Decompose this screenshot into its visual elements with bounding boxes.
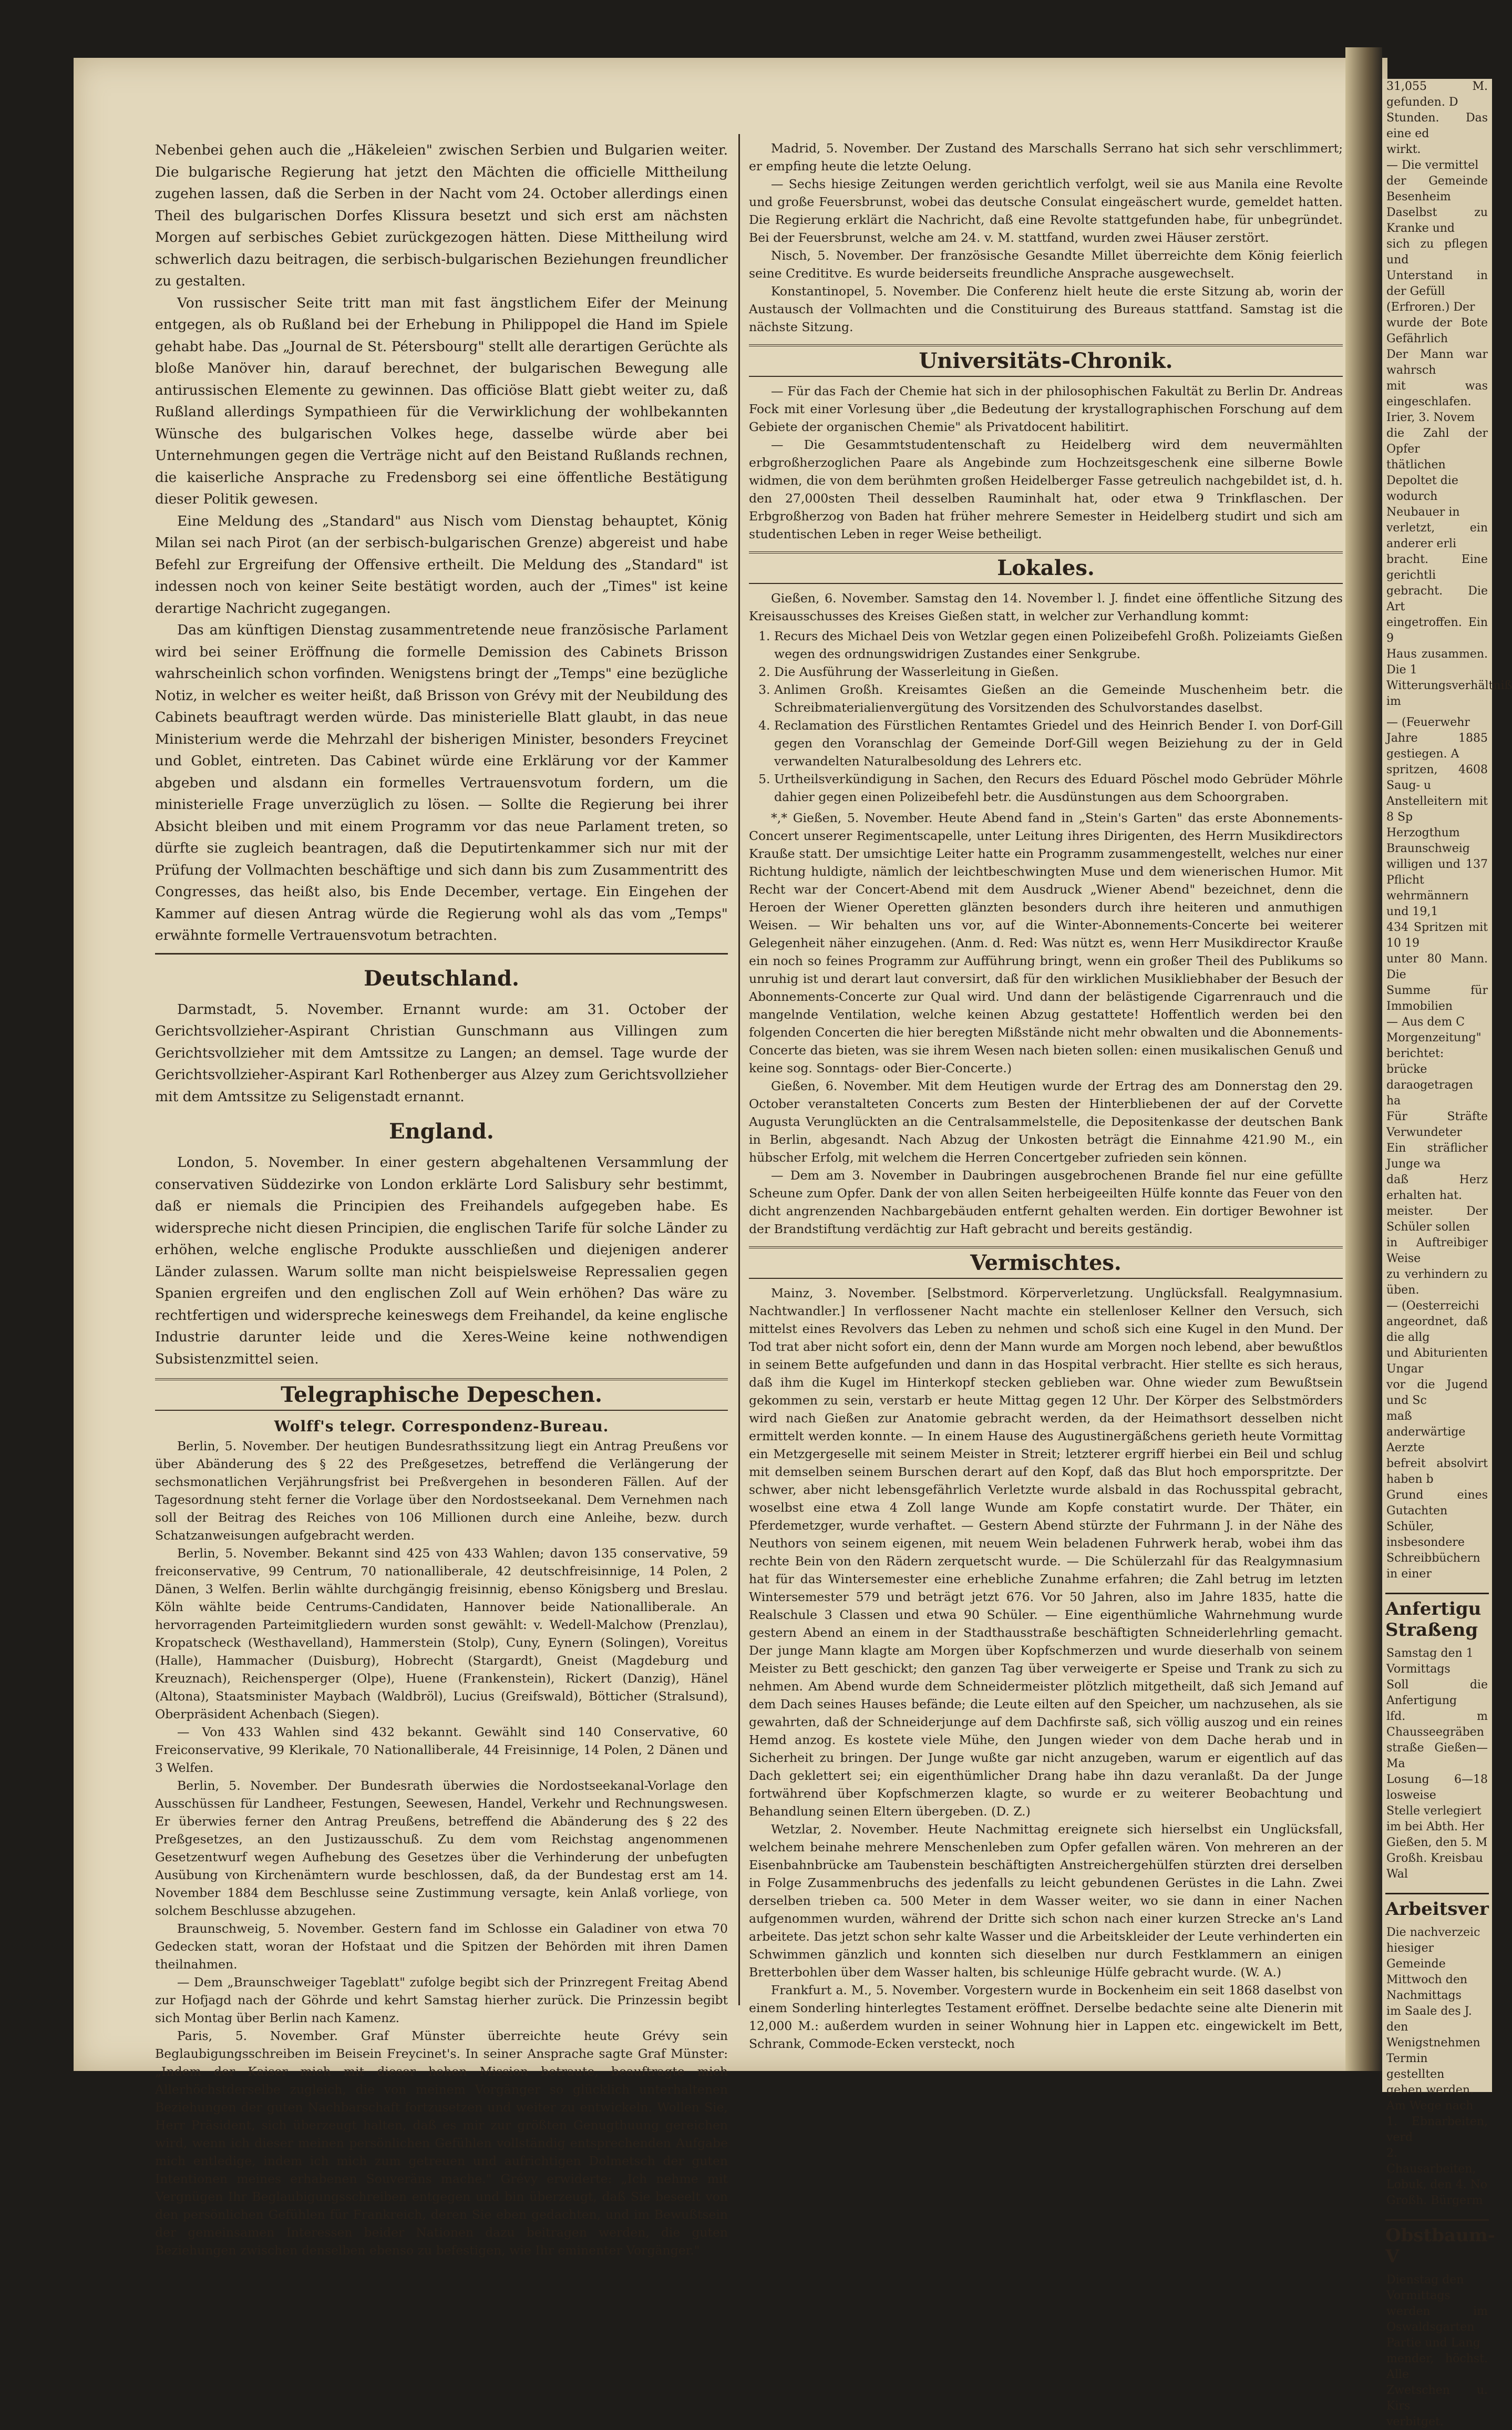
article-giessen-donation: Gießen, 6. November. Mit dem Heutigen wurde der Ertrag des am Donnerstag den 29. October veranstalteten Concerts zum Besten der Hinterbliebenen der auf der Corvette Augusta Verunglückten an die Centralsammelstelle, die Depositenkasse der deutschen Bank in Berlin, abgesandt. Nach Abzug der Unkosten beträgt die Einnahme 421.90 M., ein hübscher Erfolg, mit welchem die Herren Concertgeber zufrieden sein können. xyxy=(749,1079,1343,1165)
adjacent-heading-2: Arbeitsver xyxy=(1385,1893,1489,1920)
article-standard-nisch: Eine Meldung des „Standard" aus Nisch vom Dienstag behauptet, König Milan sei nach Pirot (an der serbisch-bulgarischen Grenze) abgereist und habe Befehl zur Ergreifung der Offensive ertheilt. Die Meldung des „Standard" ist indessen noch von keiner Seite bestätigt worden, auch der „Times" ist keine derartige Nachricht zugegangen. xyxy=(155,512,728,617)
adjacent-text-3: Samstag den 1 Vormittags Soll die Anfertigung lfd. m Chausseegräben straße Gießen—Ma Losung 6—18 losweise Stelle verlegiert im bei Abth. Her Gießen, den 5. M Großh. Kreisbau Wal xyxy=(1386,1647,1488,1881)
article-serbia-bulgaria: Nebenbei gehen auch die „Häkeleien" zwischen Serbien und Bulgarien weiter. Die bulgarische Regierung hat jetzt den Mächten die officielle Mittheilung zugehen lassen, daß die Serben in der Nacht vom 24. October allerdings einen Theil des bulgarischen Dorfes Klissura besetzt und sich erst am nächsten Morgen auf serbisches Gebiet zurückgezogen hätten. Diese Mittheilung wird schwerlich dazu beitragen, die serbisch-bulgarischen Beziehungen freundlicher zu gestalten. xyxy=(155,142,728,289)
article-university-berlin: — Für das Fach der Chemie hat sich in der philosophischen Fakultät zu Berlin Dr. Andreas Fock mit einer Vorlesung über „die Bedeutung der krystallographischen Forschung auf dem Gebiete der organischen Chemie" als Privatdocent habilitirt. xyxy=(749,384,1343,434)
agenda-item: 3. Anlimen Großh. Kreisamtes Gießen an die Gemeinde Muschenheim betr. die Schreibmaterialienvergütung des Vorsitzenden des Schulvorstandes daselbst. xyxy=(774,681,1343,716)
telegram-berlin-1: Berlin, 5. November. Der heutigen Bundesrathssitzung liegt ein Antrag Preußens vor über Abänderung des § 22 des Preßgesetzes, betreffend die Verlängerung der sechsmonatlichen Verjährungsfrist bei Preßvergehen in besonderen Fällen. Auf der Tagesordnung steht ferner die Vorlage über den Nordostseekanal. Dem Vernehmen nach soll der Beitrag des Reiches von 106 Millionen durch eine Anleihe, bezw. durch Schatzanweisungen aufgebracht werden. xyxy=(155,1439,728,1543)
telegram-braunschweig-2: — Dem „Braunschweiger Tageblatt" zufolge begibt sich der Prinzregent Freitag Abend zur Hofjagd nach der Göhrde und kehrt Samstag hierher zurück. Die Prinzessin begibt sich Montag über Berlin nach Kamenz. xyxy=(155,1975,728,2025)
agenda-list xyxy=(749,627,1343,806)
article-wetzlar: Wetzlar, 2. November. Heute Nachmittag ereignete sich hierselbst ein Unglücksfall, welchem beinahe mehrere Menschenleben zum Opfer gefallen wären. Von mehreren an der Eisenbahnbrücke am Taubenstein beschäftigten Anstreichergehülfen stürzten drei derselben in Folge Zusammenbruchs des jedenfalls zu leicht gebundenen Gerüstes in die Lahn. Zwei derselben trieben ca. 500 Meter in dem Wasser weiter, wo sie dann in einer Nachen aufgenommen wurden, während der Dritte sich schon nach einer kurzen Strecke an's Land arbeitete. Das jetzt schon sehr kalte Wasser und die Arbeitskleider der Leute verhinderten ein Schwimmen gänzlich und konnten sich dieselben nur durch Festklammern an einigen Bretterbohlen über dem Wasser halten, bis schleunige Hülfe gebracht wurde. (W. A.) xyxy=(749,1822,1343,1980)
article-giessen-concert: *,* Gießen, 5. November. Heute Abend fand in „Stein's Garten" das erste Abonnements-Concert unserer Regimentscapelle, unter Leitung ihres Dirigenten, des Herrn Musikdirectors Krauße statt. Der umsichtige Leiter hatte ein Programm zusammengestellt, welches nur einer Richtung huldigte, nämlich der leichtbeschwingten Muse und dem wienerischen Humor. Mit Recht war der Concert-Abend mit dem Ausdruck „Wiener Abend" bezeichnet, denn die Heroen der Wiener Operetten glänzten besonders durch ihre heiteren und anmuthigen Weisen. — Wir behalten uns vor, auf die Winter-Abonnements-Concerte bei weiterer Gelegenheit näher einzugehen. (Anm. d. Red: Was nützt es, wenn Herr Musikdirector Krauße ein noch so feines Programm zur Aufführung bringt, wenn ein großer Theil des Publikums so unruhig ist und derart laut conversirt, daß für den wirklichen Musikliebhaber der Besuch der Abonnements-Concerte zur Qual wird. Und dann der belästigende Cigarrenrauch und die mangelnde Ventilation, welche keinen Abzug gestattete! Hoffentlich werden bei den folgenden Concerten die hier beregten Mißstände nicht mehr obwalten und die Abonnements-Concerte das bieten, was sie ihrem Wesen nach bieten sollen: einen musikalischen Genuß und keine sog. Sonntags- oder Bier-Concerte.) xyxy=(749,811,1343,1075)
section-heading-england: England. xyxy=(389,1119,494,1144)
agenda-item: 1. Recurs des Michael Deis von Wetzlar gegen einen Polizeibefehl Großh. Polizeiamts Gießen wegen des ordnungswidrigen Zustandes einer Senkgrube. xyxy=(774,627,1343,663)
right-column xyxy=(749,139,1343,2051)
telegram-election-results: — Von 433 Wahlen sind 432 bekannt. Gewählt sind 140 Conservative, 60 Freiconservative, 99 Klerikale, 70 Nationalliberale, 44 Freisinnige, 14 Polen, 2 Dänen und 3 Welfen. xyxy=(155,1725,728,1775)
agenda-item: 5. Urtheilsverkündigung in Sachen, den Recurs des Eduard Pöschel modo Gebrüder Möhrle dahier gegen einen Polizeibefehl betr. die Ausdünstungen aus dem Schoorgraben. xyxy=(774,770,1343,806)
telegram-berlin-3: Berlin, 5. November. Der Bundesrath überwies die Nordostseekanal-Vorlage den Ausschüssen für Landheer, Festungen, Seewesen, Handel, Verkehr und Rechnungswesen. Er überwies ferner den Antrag Preußens, betreffend die Abänderung des § 22 des Preßgesetzes, an den Justizausschuß. Zu dem vom Reichstag angenommenen Gesetzentwurf wegen Aufhebung des Gesetzes über die Verhinderung der unbefugten Ausübung von Kirchenämtern wurde beschlossen, daß, da der Bundestag erst am 14. November 1884 dem Beschlusse seine Zustimmung versagte, kein Anlaß vorliege, von solchem Beschlusse abzugehen. xyxy=(155,1778,728,1918)
telegram-madrid-2: — Sechs hiesige Zeitungen werden gerichtlich verfolgt, weil sie aus Manila eine Revolte und große Feuersbrunst, wobei das deutsche Consulat eingeäschert wurde, gemeldet hatten. Die Regierung erklärt die Nachricht, daß eine Revolte stattgefunden habe, für unbegründet. Bei der Feuersbrunst, welche am 24. v. M. stattfand, wurden zwei Häuser zerstört. xyxy=(749,177,1343,245)
divider xyxy=(155,953,728,955)
column-rule xyxy=(738,134,740,2005)
telegram-nisch: Nisch, 5. November. Der französische Gesandte Millet überreichte dem König feierlich seine Credititve. Es wurde beiderseits freundliche Ansprache ausgewechselt. xyxy=(749,248,1343,281)
article-giessen-session: Gießen, 6. November. Samstag den 14. November l. J. findet eine öffentliche Sitzung des Kreisausschusses des Kreises Gießen statt, in welcher zur Verhandlung kommt: xyxy=(749,591,1343,623)
adjacent-page-fragment xyxy=(1382,79,1512,2428)
telegram-berlin-2: Berlin, 5. November. Bekannt sind 425 von 433 Wahlen; davon 135 conservative, 59 freiconservative, 99 Centrum, 70 nationalliberale, 42 deutschfreisinnige, 14 Polen, 2 Dänen, 3 Welfen. Berlin wählte durchgängig freisinnig, ebenso Königsberg und Breslau. Köln wählte beide Centrums-Candidaten, Hannover beide Nationalliberale. An hervorragenden Parteimitgliedern wurden sonst gewählt: v. Wedell-Malchow (Prenzlau), Kropatscheck (Westhavelland), Hammerstein (Stolp), Cuny, Eynern (Solingen), Voreitus (Halle), Hammacher (Duisburg), Hobrecht (Stargardt), Gneist (Magdeburg und Kreuznach), Reichensperger (Olpe), Huene (Frankenstein), Rickert (Danzig), Hänel (Altona), Staatsminister Maybach (Waldbröl), Lucius (Greifswald), Bötticher (Stralsund), Oberpräsident Achenbach (Siegen). xyxy=(155,1546,728,1721)
adjacent-heading-1: Anfertigu Straßeng xyxy=(1385,1593,1489,1640)
telegram-constantinople: Konstantinopel, 5. November. Die Conferenz hielt heute die erste Sitzung ab, worin der Austausch der Vollmachten und die Constituirung des Bureaus stattfand. Samstag ist die nächste Sitzung. xyxy=(749,284,1343,334)
telegraph-bureau-subheading: Wolff's telegr. Correspondenz-Bureau. xyxy=(274,1418,609,1435)
telegram-paris: Paris, 5. November. Graf Münster überreichte heute Grévy sein Beglaubigungsschreiben im Beisein Freycinet's. In seiner Ansprache sagte Graf Münster: „Indem der Kaiser mich mit dieser hohen Mission betraute, beauftragte mich Allerhöchstderselbe zugleich, die von meinem Vorgänger so glücklich unterhaltenen Beziehungen der guten Nachbarschaft fortzusetzen und weiter zu entwickeln. Wollen Sie, Herr Präsident, sich überzeugt halten, daß es mir zur größten Genugthuung gereichen wird, wenn ich dieser meinen persönlichen Gefühlen vollständig entsprechenden Aufgabe mich entledige, indem ich mich zum getreuen und aufrichtigen Dolmetsch der guten Intentionen meines erhabenen Souveräns mache." Grévy erwiderte: „Ich nehme mit Vergnügen Ihr Beglaubigungsschreiben entgegen und bin überzeugt, daß Sie beseelt von den persönlichen Gefühlen für Frankreich, deren Sie eben gedachten, und im Bewußtsein der gemeinsamen Interessen beider Nationen dazu beitragen werden, die guten Beziehungen zwischen denselben ebenso zu befestigen, wie Ihr eminenter Vorgänger." xyxy=(155,2028,728,2258)
article-london: London, 5. November. In einer gestern abgehaltenen Versammlung der conservativen Süddezirke von London erklärte Lord Salisbury sehr bestimmt, daß er niemals die Principien des Freihandels aufgegeben habe. Es widerspreche nicht diesen Principien, die englischen Tarife für solche Länder zu erhöhen, welche englische Produkte ausschließen und diejenigen anderer Länder zulassen. Warum sollte man nicht beispielsweise Repressalien gegen Spanien ergreifen und den englischen Zoll auf Wein erhöhen? Das wäre zu rechtfertigen und widerspreche keineswegs dem Freihandel, da keine englische Industrie darunter leide und die Xeres-Weine keine nothwendigen Subsistenzmittel seien. xyxy=(155,1154,728,1367)
agenda-item: 2. Die Ausführung der Wasserleitung in Gießen. xyxy=(774,663,1343,681)
article-mainz: Mainz, 3. November. [Selbstmord. Körperverletzung. Unglücksfall. Realgymnasium. Nachtwandler.] In verflossener Nacht machte ein stellenloser Kellner den Versuch, sich mittelst eines Revolvers das Leben zu nehmen und schoß sich eine Kugel in den Mund. Der Tod trat aber nicht sofort ein, denn der Mann wurde am Morgen noch lebend, aber bewußtlos in seinem Bette aufgefunden und dann in das Hospital verbracht. Hier stellte es sich heraus, daß ihm die Kugel im Hinterkopf stecken geblieben war. Ohne wieder zum Bewußtsein gekommen zu sein, verstarb er heute Mittag gegen 12 Uhr. Der Körper des Selbstmörders wird nach Gießen zur Anatomie gebracht werden, da der Heimathsort desselben nicht ermittelt werden konnte. — In einem Hause des Augustinergäßchens gerieth heute Vormittag ein Metzgergeselle mit seinem Meister in Streit; letzterer ergriff hierbei ein Beil und schlug mit demselben seinem Burschen derart auf den Kopf, daß das Blut hoch emporspritzte. Der schwer, aber nicht lebensgefährlich Verletzte wurde alsbald in das Rochusspital gebracht, woselbst eine etwa 4 Zoll lange Wunde am Kopfe constatirt wurde. Der Thäter, ein Pferdemetzger, wurde verhaftet. — Gestern Abend stürzte der Fuhrmann J. in der Nähe des Neuthors von seinem eigenen, mit neuem Wein beladenen Fuhrwerk herab, wobei ihm das rechte Bein von den Rädern zerquetscht wurde. — Die Schülerzahl für das Realgymnasium hat für das Wintersemester eine erhebliche Zunahme erfahren; die Zahl betrug im letzten Wintersemester 579 und beträgt jetzt 676. Vor 50 Jahren, also im Jahre 1835, hatte die Realschule 3 Classen und etwa 90 Schüler. — Eine eigenthümliche Wahrnehmung wurde gestern Abend an einem in der Stadthausstraße beschäftigten Schneiderlehrling gemacht. Der junge Mann klagte am Morgen über Kopfschmerzen und wurde dieserhalb von seinem Meister zu Bett geschickt; den ganzen Tag über verweigerte er Speise und Trank zu sich zu nehmen. Am Abend wurde dem Schneidermeister plötzlich mitgetheilt, daß sich Jemand auf dem Dach seines Hauses befände; die Leute eilten auf den Speicher, um nachzusehen, als sie gewahrten, daß der Schneiderjunge auf dem Dachfirste saß, sich völlig auszog und ein reines Hemd anzog. Es kostete viele Mühe, den Jungen wieder von dem Dache herab und in Sicherheit zu bringen. Der Junge wußte gar nicht anzugeben, warum er eigentlich auf das Dach geklettert sei; ein eigenthümlicher Drang habe ihn dazu veranlaßt. Da der Junge fortwährend über Kopfschmerzen klagte, so wurde er zu weiterer Beobachtung und Behandlung seinen Eltern übergeben. (D. Z.) xyxy=(749,1286,1343,1819)
adjacent-text-1: 31,055 M. gefunden. D Stunden. Das eine ed wirkt. — Die vermittel der Gemeinde Besenheim Daselbst zu Kranke und sich zu pflegen und Unterstand in der Gefüll (Erfroren.) Der wurde der Bote Gefährlich Der Mann war wahrsch mit was eingeschlafen. Irier, 3. Novem die Zahl der Opfer thätlichen Depoltet die wodurch Neubauer in verletzt, ein anderer erli bracht. Eine gerichtli gebracht. Die Art eingetroffen. Ein 9 Haus zusammen. Die 1 Witterungsverhältniß im xyxy=(1386,80,1512,708)
adjacent-text-4: Die nachverzeic hiesiger Gemeinde Mittwoch den Nachmittags im Saale des J. den Wenigstnehmen Termin gestellten gehen werden. Am Wege nach 1. Ebnarbeiten, verd 2. Chausarbeiten, Lobuk, den 4. No Großh. Bürgerm xyxy=(1386,1926,1488,2207)
adjacent-heading-3: Obstbaum-V xyxy=(1385,2219,1489,2267)
adjacent-text-2: — (Feuerwehr Jahre 1885 gestiegen. A spritzen, 4608 Saug- u Anstelleitern mit 8 Sp Herzogthum Braunschweig willigen und 137 Pflicht wehrmännern und 19,1 434 Spritzen mit 10 19 unter 80 Mann. Die Summe für Immobilien — Aus dem C Morgenzeitung" berichtet: brücke daraogetragen ha Für Sträfte Verwundeter Ein sträflicher Junge wa daß Herz erhalten hat. meister. Der Schüler sollen in Auftreibiger Weise zu verhindern zu üben. — (Oesterreichi angeordnet, daß die allg und Abiturienten Ungar vor die Jugend und Sc maß anderwärtige Aerzte befreit absolvirt haben b Grund eines Gutachten Schüler, insbesondere Schreibbüchern in einer xyxy=(1386,716,1488,1581)
section-heading-deutschland: Deutschland. xyxy=(364,966,519,991)
agenda-item: 4. Reclamation des Fürstlichen Rentamtes Griedel und des Heinrich Bender I. von Dorf-Gill gegen den Voranschlag der Gemeinde Dorf-Gill wegen Beiziehung zu der in Geld verwandelten Naturalbesoldung des Lehrers etc. xyxy=(774,716,1343,770)
telegram-madrid: Madrid, 5. November. Der Zustand des Marschalls Serrano hat sich sehr verschlimmert; er empfing heute die letzte Oelung. xyxy=(749,141,1343,173)
telegram-braunschweig: Braunschweig, 5. November. Gestern fand im Schlosse ein Galadiner von etwa 70 Gedecken statt, woran der Hofstaat und die Spitzen der Behörden mit ihren Damen theilnahmen. xyxy=(155,1921,728,1972)
section-heading-miscellaneous: Vermischtes. xyxy=(749,1246,1343,1279)
left-column xyxy=(155,139,728,2258)
article-daubringen-fire: — Dem am 3. November in Daubringen ausgebrochenen Brande fiel nur eine gefüllte Scheune zum Opfer. Dank der von allen Seiten herbeigeeilten Hülfe konnte das Feuer von den dicht angrenzenden Nachbargebäuden entfernt gehalten werden. Ein dortiger Bewohner ist der Brandstiftung verdächtig zur Haft gebracht und bereits geständig. xyxy=(749,1168,1343,1236)
section-heading-university: Universitäts-Chronik. xyxy=(749,344,1343,377)
section-heading-telegraphs: Telegraphische Depeschen. xyxy=(155,1378,728,1411)
article-french-parliament: Das am künftigen Dienstag zusammentretende neue französische Parlament wird bei seiner Eröffnung die formelle Demission des Cabinets Brisson wahrscheinlich schon vorfinden. Wenigstens bringt der „Temps" eine bezügliche Notiz, in welcher es weiter heißt, daß Brisson von Grévy mit der Neubildung des Cabinets beauftragt werden würde. Das ministerielle Blatt glaubt, in das neue Ministerium werde die Mehrzahl der bisherigen Minister, besonders Freycinet und Goblet, eintreten. Das Cabinet würde eine Erklärung vor der Kammer abgeben und alsdann ein formelles Vertrauensvotum fordern, um die ministerielle Frage unverzüglich zu lösen. — Sollte die Regierung bei ihrer Absicht bleiben und mit einem Programm vor das neue Parlament treten, so dürfte sie zugleich beantragen, daß die Deputirtenkammer sich nur mit der Prüfung der Vollmachten beschäftige und sich dann bis zum Zusammentritt des Congresses, das heißt also, bis Ende December, vertage. Ein Eingehen der Kammer auf diesen Antrag würde die Regierung wohl als das vom „Temps" erwähnte formelle Vertrauensvotum betrachten. xyxy=(155,622,728,944)
article-darmstadt: Darmstadt, 5. November. Ernannt wurde: am 31. October der Gerichtsvollzieher-Aspirant Christian Gunschmann aus Villingen zum Gerichtsvollzieher mit dem Amtssitze zu Langen; an demsel. Tage wurde der Gerichtsvollzieher-Aspirant Karl Rothenberger aus Alzey zum Gerichtsvollzieher mit dem Amtssitze zu Seligenstadt ernannt. xyxy=(155,1001,728,1105)
book-gutter xyxy=(1345,47,1382,2071)
article-russia: Von russischer Seite tritt man mit fast ängstlichem Eifer der Meinung entgegen, als ob Rußland bei der Erhebung in Philippopel die Hand im Spiele gehabt habe. Das „Journal de St. Pétersbourg" stellt alle derartigen Gerüchte als bloße Manöver hin, darauf berechnet, der bulgarischen Bewegung alle antirussischen Elemente zu gewinnen. Das officiöse Blatt giebt weiter zu, daß Rußland allerdings Sympathieen für die Verwirklichung der wohlbekannten Wünsche des bulgarischen Volkes hege, dasselbe würde aber bei Unternehmungen gegen die Verträge nicht auf den Beistand Rußlands rechnen, die kaiserliche Ansprache zu Fredensborg sei eine öffentliche Bestätigung dieser Politik gewesen. xyxy=(155,294,728,507)
article-university-heidelberg: — Die Gesammtstudentenschaft zu Heidelberg wird dem neuvermählten erbgroßherzoglichen Paare als Angebinde zum Hochzeitsgeschenk eine silberne Bowle widmen, die von dem berühmten großen Heidelberger Fasse getreulich nachgebildet ist, d. h. den 27,000sten Theil desselben Rauminhalt hat, oder etwa 9 Trinkflaschen. Der Erbgroßherzog von Baden hat früher mehrere Semester in Heidelberg studirt und sich am studentischen Leben in reger Weise betheiligt. xyxy=(749,437,1343,541)
section-heading-local: Lokales. xyxy=(749,551,1343,584)
adjacent-text-5: Dienstag den Vormittags werden im Oswaldsgarten Partie und Lang mender, höchst. Alle Zwetschen u. Kirs verbitget. xyxy=(1386,2273,1488,2428)
article-frankfurt: Frankfurt a. M., 5. November. Vorgestern wurde in Bockenheim ein seit 1868 daselbst von einem Sonderling hinterlegtes Testament eröffnet. Derselbe bedachte seine alte Dienerin mit 12,000 M.: außerdem wurden in seiner Wohnung hier in Lappen etc. eingewickelt im Bett, Schrank, Commode-Ecken versteckt, noch xyxy=(749,1983,1343,2051)
